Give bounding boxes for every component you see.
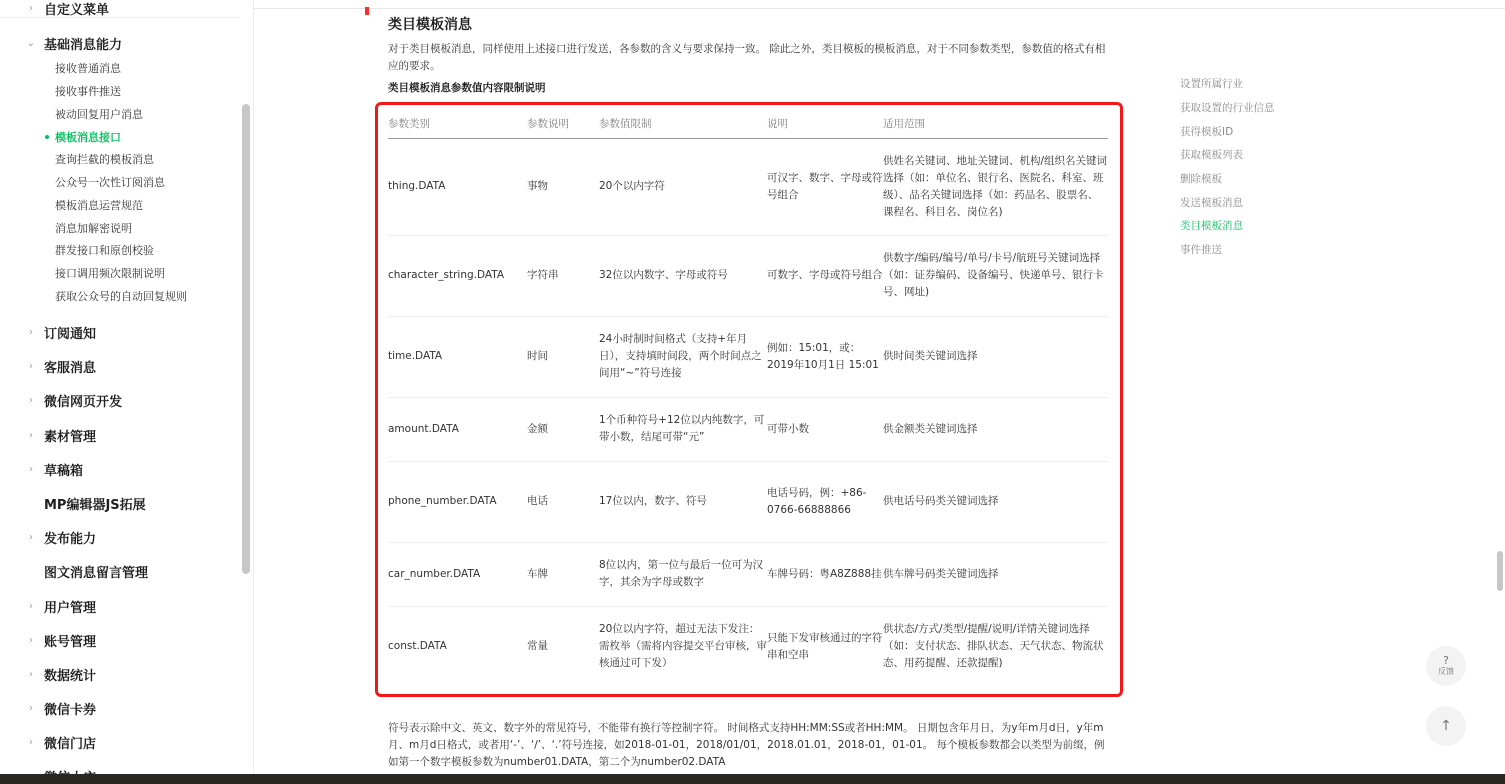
sidebar-subitem-active[interactable]: 模板消息接口 xyxy=(55,127,121,147)
table-cell: 电话 xyxy=(527,461,599,542)
sidebar-subitem[interactable]: 接收事件推送 xyxy=(55,85,121,98)
table-cell: 时间 xyxy=(527,316,599,397)
table-row xyxy=(388,606,1108,687)
table-header-row xyxy=(388,110,1108,138)
table-cell: 24小时制时间格式（支持+年月日），支持填时间段，两个时间点之间用“~”符号连接 xyxy=(599,316,767,397)
chevron-right-icon: › xyxy=(29,360,33,372)
sidebar-subitem[interactable]: 接口调用频次限制说明 xyxy=(55,267,165,280)
table-cell: character_string.DATA xyxy=(388,235,527,316)
red-marker xyxy=(365,7,369,15)
chevron-right-icon: › xyxy=(29,736,33,748)
sidebar-section[interactable]: MP编辑器JS拓展 xyxy=(44,497,146,513)
section-title: 类目模板消息 xyxy=(388,17,472,33)
chevron-right-icon: › xyxy=(29,702,33,714)
chevron-right-icon: › xyxy=(29,531,33,543)
chevron-right-icon: › xyxy=(29,600,33,612)
chevron-right-icon: › xyxy=(29,429,33,441)
sidebar-section[interactable]: › 账号管理 xyxy=(0,628,96,652)
toc-link[interactable]: 发送模板消息 xyxy=(1180,196,1243,209)
table-cell: 只能下发审核通过的字符串和空串 xyxy=(767,631,883,661)
sidebar-section[interactable]: › 数据统计 xyxy=(0,662,96,686)
window-bottom-edge xyxy=(0,774,1505,784)
toc-link[interactable]: 获取设置的行业信息 xyxy=(1180,102,1275,115)
toc-link[interactable]: 获取模板列表 xyxy=(1180,149,1243,162)
section-description: 对于类目模板消息，同样使用上述接口进行发送，各参数的含义与要求保持一致。 除此之外，类目模板的模板消息，对于不同参数类型，参数值的格式有相应的要求。 xyxy=(388,43,1106,72)
column-header: 说明 xyxy=(767,110,883,138)
arrow-up-icon: ↑ xyxy=(1440,718,1452,734)
toc-link[interactable]: 设置所属行业 xyxy=(1180,78,1243,91)
page-scrollbar[interactable] xyxy=(1497,551,1503,591)
table-row xyxy=(388,235,1108,316)
active-dot-icon xyxy=(45,135,49,139)
sidebar-section[interactable]: › 微信网页开发 xyxy=(0,388,122,412)
table-cell: 常量 xyxy=(527,640,548,653)
table-cell: thing.DATA xyxy=(388,138,527,235)
sidebar-section[interactable]: › 客服消息 xyxy=(0,354,96,378)
table-cell: 供姓名关键词、地址关键词、机构/组织名关键词选择（如：单位名、银行名、医院名、科室、班级）、品名关键词选择（如：药品名、股票名、课程名、科目名、岗位名) xyxy=(883,138,1108,235)
table-row xyxy=(388,542,1108,606)
table-row xyxy=(388,316,1108,397)
table-cell: 供车牌号码类关键词选择 xyxy=(883,542,1108,606)
column-header: 参数值限制 xyxy=(599,110,767,138)
table-cell: 可汉字、数字、字母或符号组合 xyxy=(767,138,883,235)
sidebar-subitem[interactable]: 群发接口和原创校验 xyxy=(55,244,154,257)
sidebar-subitem[interactable]: 查询拦截的模板消息 xyxy=(55,153,154,166)
sidebar-subitem[interactable]: 被动回复用户消息 xyxy=(55,108,143,121)
sidebar-section[interactable]: › 订阅通知 xyxy=(0,320,96,344)
chevron-right-icon: › xyxy=(29,463,33,475)
table-cell: 供电话号码类关键词选择 xyxy=(883,461,1108,542)
toc-link[interactable]: 获得模板ID xyxy=(1180,125,1234,138)
toc-link[interactable]: 事件推送 xyxy=(1180,244,1222,257)
table-cell: 1个币种符号+12位以内纯数字，可带小数，结尾可带“元” xyxy=(599,397,767,461)
feedback-button[interactable] xyxy=(1426,646,1466,686)
table-cell: 供金额类关键词选择 xyxy=(883,397,1108,461)
chevron-right-icon: › xyxy=(29,668,33,680)
table-cell: car_number.DATA xyxy=(388,542,527,606)
sidebar-section[interactable]: › 用户管理 xyxy=(0,594,96,618)
table-cell: 20个以内字符 xyxy=(599,138,767,235)
table-cell: 事物 xyxy=(527,138,599,235)
sidebar-section[interactable]: › 微信卡券 xyxy=(0,696,96,720)
column-header: 适用范围 xyxy=(883,110,1108,138)
sidebar-nav xyxy=(0,0,240,784)
table-cell: 供数字/编码/编号/单号/卡号/航班号关键词选择（如：证券编码、设备编号、快递单号、银行卡号、网址) xyxy=(883,235,1108,316)
toc-link-active[interactable]: 类目模板消息 xyxy=(1180,220,1243,233)
chevron-down-icon: ⌄ xyxy=(26,37,36,49)
table-of-contents xyxy=(1180,72,1275,262)
sidebar-scrollbar[interactable] xyxy=(242,104,250,574)
table-cell: 电话号码，例：+86-0766-66888866 xyxy=(767,461,883,542)
toc-link[interactable]: 删除模板 xyxy=(1180,173,1222,186)
table-cell: const.DATA xyxy=(388,640,447,653)
table-cell: time.DATA xyxy=(388,316,527,397)
chevron-right-icon: › xyxy=(29,394,33,406)
sidebar-subitem[interactable]: 接收普通消息 xyxy=(55,62,121,75)
column-header: 参数说明 xyxy=(527,110,599,138)
table-row xyxy=(388,461,1108,542)
sidebar-section[interactable]: 图文消息留言管理 xyxy=(44,565,149,581)
table-cell: 供时间类关键词选择 xyxy=(883,316,1108,397)
sidebar-section[interactable]: › 发布能力 xyxy=(0,525,96,549)
table-cell: 车牌 xyxy=(527,542,599,606)
table-cell: 车牌号码：粤A8Z888挂 xyxy=(767,542,883,606)
sidebar-item-custom-menu[interactable]: › 自定义菜单 xyxy=(0,0,109,20)
table-cell: 17位以内，数字、符号 xyxy=(599,461,767,542)
sidebar-subitem[interactable]: 模板消息运营规范 xyxy=(55,199,143,212)
sidebar-subitem[interactable]: 消息加解密说明 xyxy=(55,222,132,235)
table-cell: 字符串 xyxy=(527,235,599,316)
table-cell: 8位以内，第一位与最后一位可为汉字，其余为字母或数字 xyxy=(599,542,767,606)
sidebar-subitem[interactable]: 获取公众号的自动回复规则 xyxy=(55,290,187,303)
question-icon: ? xyxy=(1443,654,1449,667)
sidebar-section[interactable]: › 微信门店 xyxy=(0,730,96,754)
table-heading: 类目模板消息参数值内容限制说明 xyxy=(388,82,546,94)
table-row xyxy=(388,138,1108,235)
chevron-right-icon: › xyxy=(29,634,33,646)
table-cell: 32位以内数字、字母或符号 xyxy=(599,235,767,316)
params-table xyxy=(388,110,1108,687)
table-cell: 金额 xyxy=(527,397,599,461)
feedback-label: 反馈 xyxy=(1438,667,1454,676)
chevron-right-icon: › xyxy=(29,2,33,14)
table-cell: 20位以内字符，超过无法下发注：需枚举（需将内容提交平台审核，审核通过可下发） xyxy=(599,623,767,670)
table-cell: amount.DATA xyxy=(388,397,527,461)
sidebar-section[interactable]: › 素材管理 xyxy=(0,423,96,447)
column-header: 参数类别 xyxy=(388,110,527,138)
table-row xyxy=(388,397,1108,461)
sidebar-section-basic-messaging[interactable]: ⌄ 基础消息能力 xyxy=(0,31,122,55)
divider xyxy=(253,0,254,784)
table-cell: 可带小数 xyxy=(767,397,883,461)
sidebar-section[interactable]: › 草稿箱 xyxy=(0,457,83,481)
chevron-right-icon: › xyxy=(29,326,33,338)
table-cell: phone_number.DATA xyxy=(388,461,527,542)
sidebar-subitem[interactable]: 公众号一次性订阅消息 xyxy=(55,176,165,189)
back-to-top-button[interactable] xyxy=(1426,706,1466,746)
format-note: 符号表示除中文、英文、数字外的常见符号，不能带有换行等控制字符。 时间格式支持HH:MM:SS或者HH:MM。 日期包含年月日，为y年m月d日，y年m月、m月d日格式，或者用‘-’、‘/’、‘.’符号连接，如2018-01-01，2018/01/01，2018.01.01，2018-01，01-01。 每个模板参数都会以类型为前缀，例如第一个数字模板参数为number01.DATA，第二个为number02.DATA xyxy=(388,722,1105,768)
top-divider xyxy=(253,0,1505,9)
table-cell: 供状态/方式/类型/提醒/说明/详情关键词选择（如：支付状态、排队状态、天气状态、物流状态、用药提醒、还款提醒) xyxy=(883,623,1104,670)
table-cell: 例如：15:01，或：2019年10月1日 15:01 xyxy=(767,316,883,397)
table-cell: 可数字、字母或符号组合 xyxy=(767,235,883,316)
